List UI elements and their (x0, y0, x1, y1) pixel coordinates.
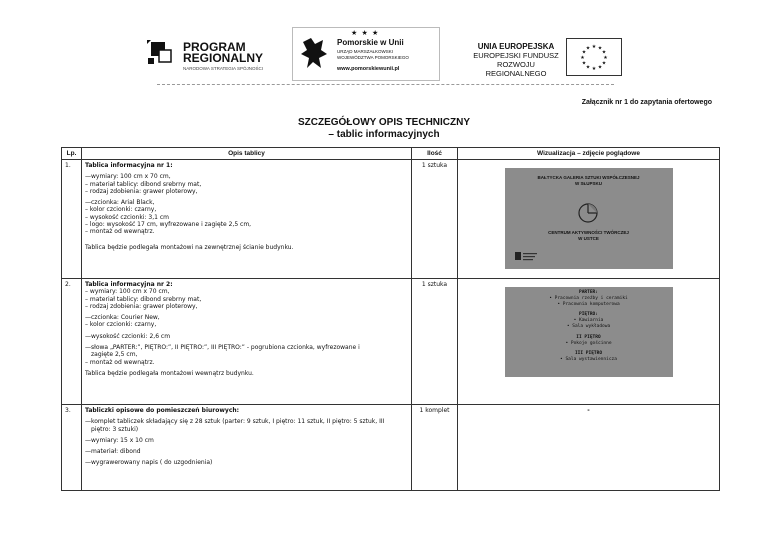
document-title: SZCZEGÓŁOWY OPIS TECHNICZNY (297, 117, 471, 128)
board1-preview (505, 168, 673, 269)
svg-text:★: ★ (601, 60, 607, 67)
regionalny-label: REGIONALNY (183, 51, 264, 65)
board1-top1: BAŁTYCKA GALERIA SZTUKI WSPÓŁCZESNEJ (537, 175, 640, 180)
iii-pietro-item: • Sala wystawiennicza (560, 357, 617, 363)
spec-line: – montaż od wewnątrz. (85, 228, 155, 236)
eu-line2: EUROPEJSKI FUNDUSZ (473, 51, 559, 60)
svg-text:★: ★ (580, 55, 585, 61)
document-subtitle: – tablic informacyjnych (328, 129, 440, 140)
svg-text:★: ★ (585, 64, 591, 71)
spec-line: – wysokość czcionki: 3,1 cm (85, 213, 169, 221)
spec-line: —czcionka: Courier New, (85, 314, 160, 322)
header-divider (157, 84, 614, 85)
row-lp: 1. (62, 160, 82, 279)
svg-text:★: ★ (597, 45, 603, 52)
office-line1: URZĄD MARSZAŁKOWSKI (337, 49, 394, 54)
svg-text:★: ★ (597, 64, 603, 71)
row-description (82, 405, 412, 491)
pietro-item: • Kawiarnia (573, 318, 604, 324)
svg-text:★: ★ (601, 49, 607, 56)
board1-bottom2: W USTCE (578, 236, 599, 241)
board1-top-text (505, 175, 673, 187)
table-header-row (62, 148, 720, 160)
table-row (62, 405, 720, 491)
row-description (82, 279, 412, 405)
griffin-crest-icon (299, 36, 329, 72)
table-row (62, 160, 720, 279)
spec-line: – kolor czcionki: czarny, (85, 206, 157, 214)
spec-line: – kolor czcionki: czarny, (85, 321, 157, 329)
row-description (82, 160, 412, 279)
row-visualization (458, 279, 720, 405)
pietro-item: • Sala wykładowa (566, 323, 611, 329)
col-quantity: Ilość (412, 148, 458, 160)
parter-heading: PARTER: (579, 290, 598, 295)
spec-line: —słowa „PARTER:”, PIĘTRO:”, II PIĘTRO:”, III PIĘTRO:” - pogrubiona czcionka, wyfrezowane i (85, 344, 360, 352)
svg-text:★: ★ (585, 45, 591, 52)
spec-line: – materiał tablicy: dibond srebrny mat, (85, 180, 202, 188)
spec-line: zagięte 2,5 cm, (91, 351, 138, 359)
row-quantity: 1 sztuka (412, 279, 458, 405)
spec-line: piętro: 3 sztuki) (91, 425, 139, 433)
stars-icon: ★ ★ ★ (351, 29, 380, 37)
row-quantity: 1 sztuka (412, 160, 458, 279)
mounting-note: Tablica będzie podlegała montażowi wewnątrz budynku. (85, 369, 254, 377)
spec-line: —czcionka: Arial Black, (85, 199, 155, 207)
strategy-label: NARODOWA STRATEGIA SPÓJNOŚCI (183, 66, 264, 71)
table-row (62, 279, 720, 405)
mounting-note: Tablica będzie podlegała montażowi na zewnętrznej ścianie budynku. (85, 243, 294, 251)
pomorskie-url: www.pomorskiewunii.pl (337, 66, 400, 72)
pietro-heading: PIĘTRO: (579, 312, 598, 318)
program-regionalny-icon (145, 38, 175, 68)
gallery-logo-icon (577, 202, 599, 224)
row-title: Tablica informacyjna nr 1: (85, 162, 173, 169)
spec-line: – rodzaj zdobienia: grawer ploterowy, (85, 302, 198, 310)
annex-label: Załącznik nr 1 do zapytania ofertowego (581, 99, 712, 106)
svg-text:★: ★ (591, 44, 597, 50)
col-description: Opis tablicy (82, 148, 412, 160)
board1-bottom-text (505, 230, 673, 242)
office-line2: WOJEWÓDZTWA POMORSKIEGO (337, 54, 409, 60)
parter-item: • Pracownia rzeźby i ceramiki (549, 295, 628, 301)
spec-line: —wymiary: 15 x 10 cm (85, 436, 154, 444)
row-title: Tabliczki opisowe do pomieszczeń biurowych: (85, 407, 240, 414)
document-header (0, 0, 768, 90)
board1-top2: W SŁUPSKU (575, 181, 602, 186)
ii-pietro-heading: II PIĘTRO (576, 334, 601, 340)
spec-line: —komplet tabliczek składający się z 28 sztuk (parter: 9 sztuk, I piętro: 11 sztuk, II piętro: 5 sztuk, III (85, 418, 385, 426)
spec-line: – materiał tablicy: dibond srebrny mat, (85, 295, 202, 303)
spec-line: —wygrawerowany napis ( do uzgodnienia) (85, 459, 213, 467)
board1-bottom1: CENTRUM AKTYWNOŚCI TWÓRCZEJ (548, 230, 629, 235)
row-visualization (458, 160, 720, 279)
small-crest-icon (515, 250, 539, 264)
col-visualization: Wizualizacja – zdjęcie poglądowe (458, 148, 720, 160)
eu-flag-icon (566, 38, 622, 76)
pomorskie-brand: Pomorskie w Unii (337, 38, 404, 47)
spec-line: – rodzaj zdobienia: grawer ploterowy, (85, 187, 198, 195)
spec-line: —materiał: dibond (85, 448, 141, 456)
pomorskie-logo (292, 27, 440, 81)
row-lp: 3. (62, 405, 82, 491)
eu-line3: ROZWOJU REGIONALNEGO (485, 60, 547, 78)
spec-line: —wymiary: 100 cm x 70 cm, (85, 173, 171, 181)
spec-line: —wysokość czcionki: 2,6 cm (85, 332, 171, 340)
row-lp: 2. (62, 279, 82, 405)
svg-text:★: ★ (591, 66, 597, 72)
parter-item: • Pracownia komputerowa (557, 301, 620, 307)
spec-line: – wymiary: 100 cm x 70 cm, (85, 288, 170, 296)
row-visualization: - (458, 405, 720, 491)
program-label: PROGRAM (183, 40, 246, 54)
svg-text:★: ★ (581, 49, 587, 56)
svg-text:★: ★ (581, 60, 587, 67)
eu-logo-text (470, 42, 562, 78)
spec-line: – logo: wysokość 17 cm, wyfrezowane i zagięte 2,5 cm, (85, 221, 252, 229)
spec-table (61, 147, 720, 491)
col-lp: Lp. (62, 148, 82, 160)
marshal-office-label (337, 49, 409, 60)
eu-line1: UNIA EUROPEJSKA (477, 42, 555, 51)
ii-pietro-item: • Pokoje gościnne (565, 340, 612, 346)
row-title: Tablica informacyjna nr 2: (85, 281, 173, 288)
svg-text:★: ★ (603, 55, 608, 61)
row-quantity: 1 komplet (412, 405, 458, 491)
iii-pietro-heading: III PIĘTRO (574, 351, 603, 357)
spec-line: – montaż od wewnątrz. (85, 358, 155, 366)
board2-preview (505, 287, 673, 377)
